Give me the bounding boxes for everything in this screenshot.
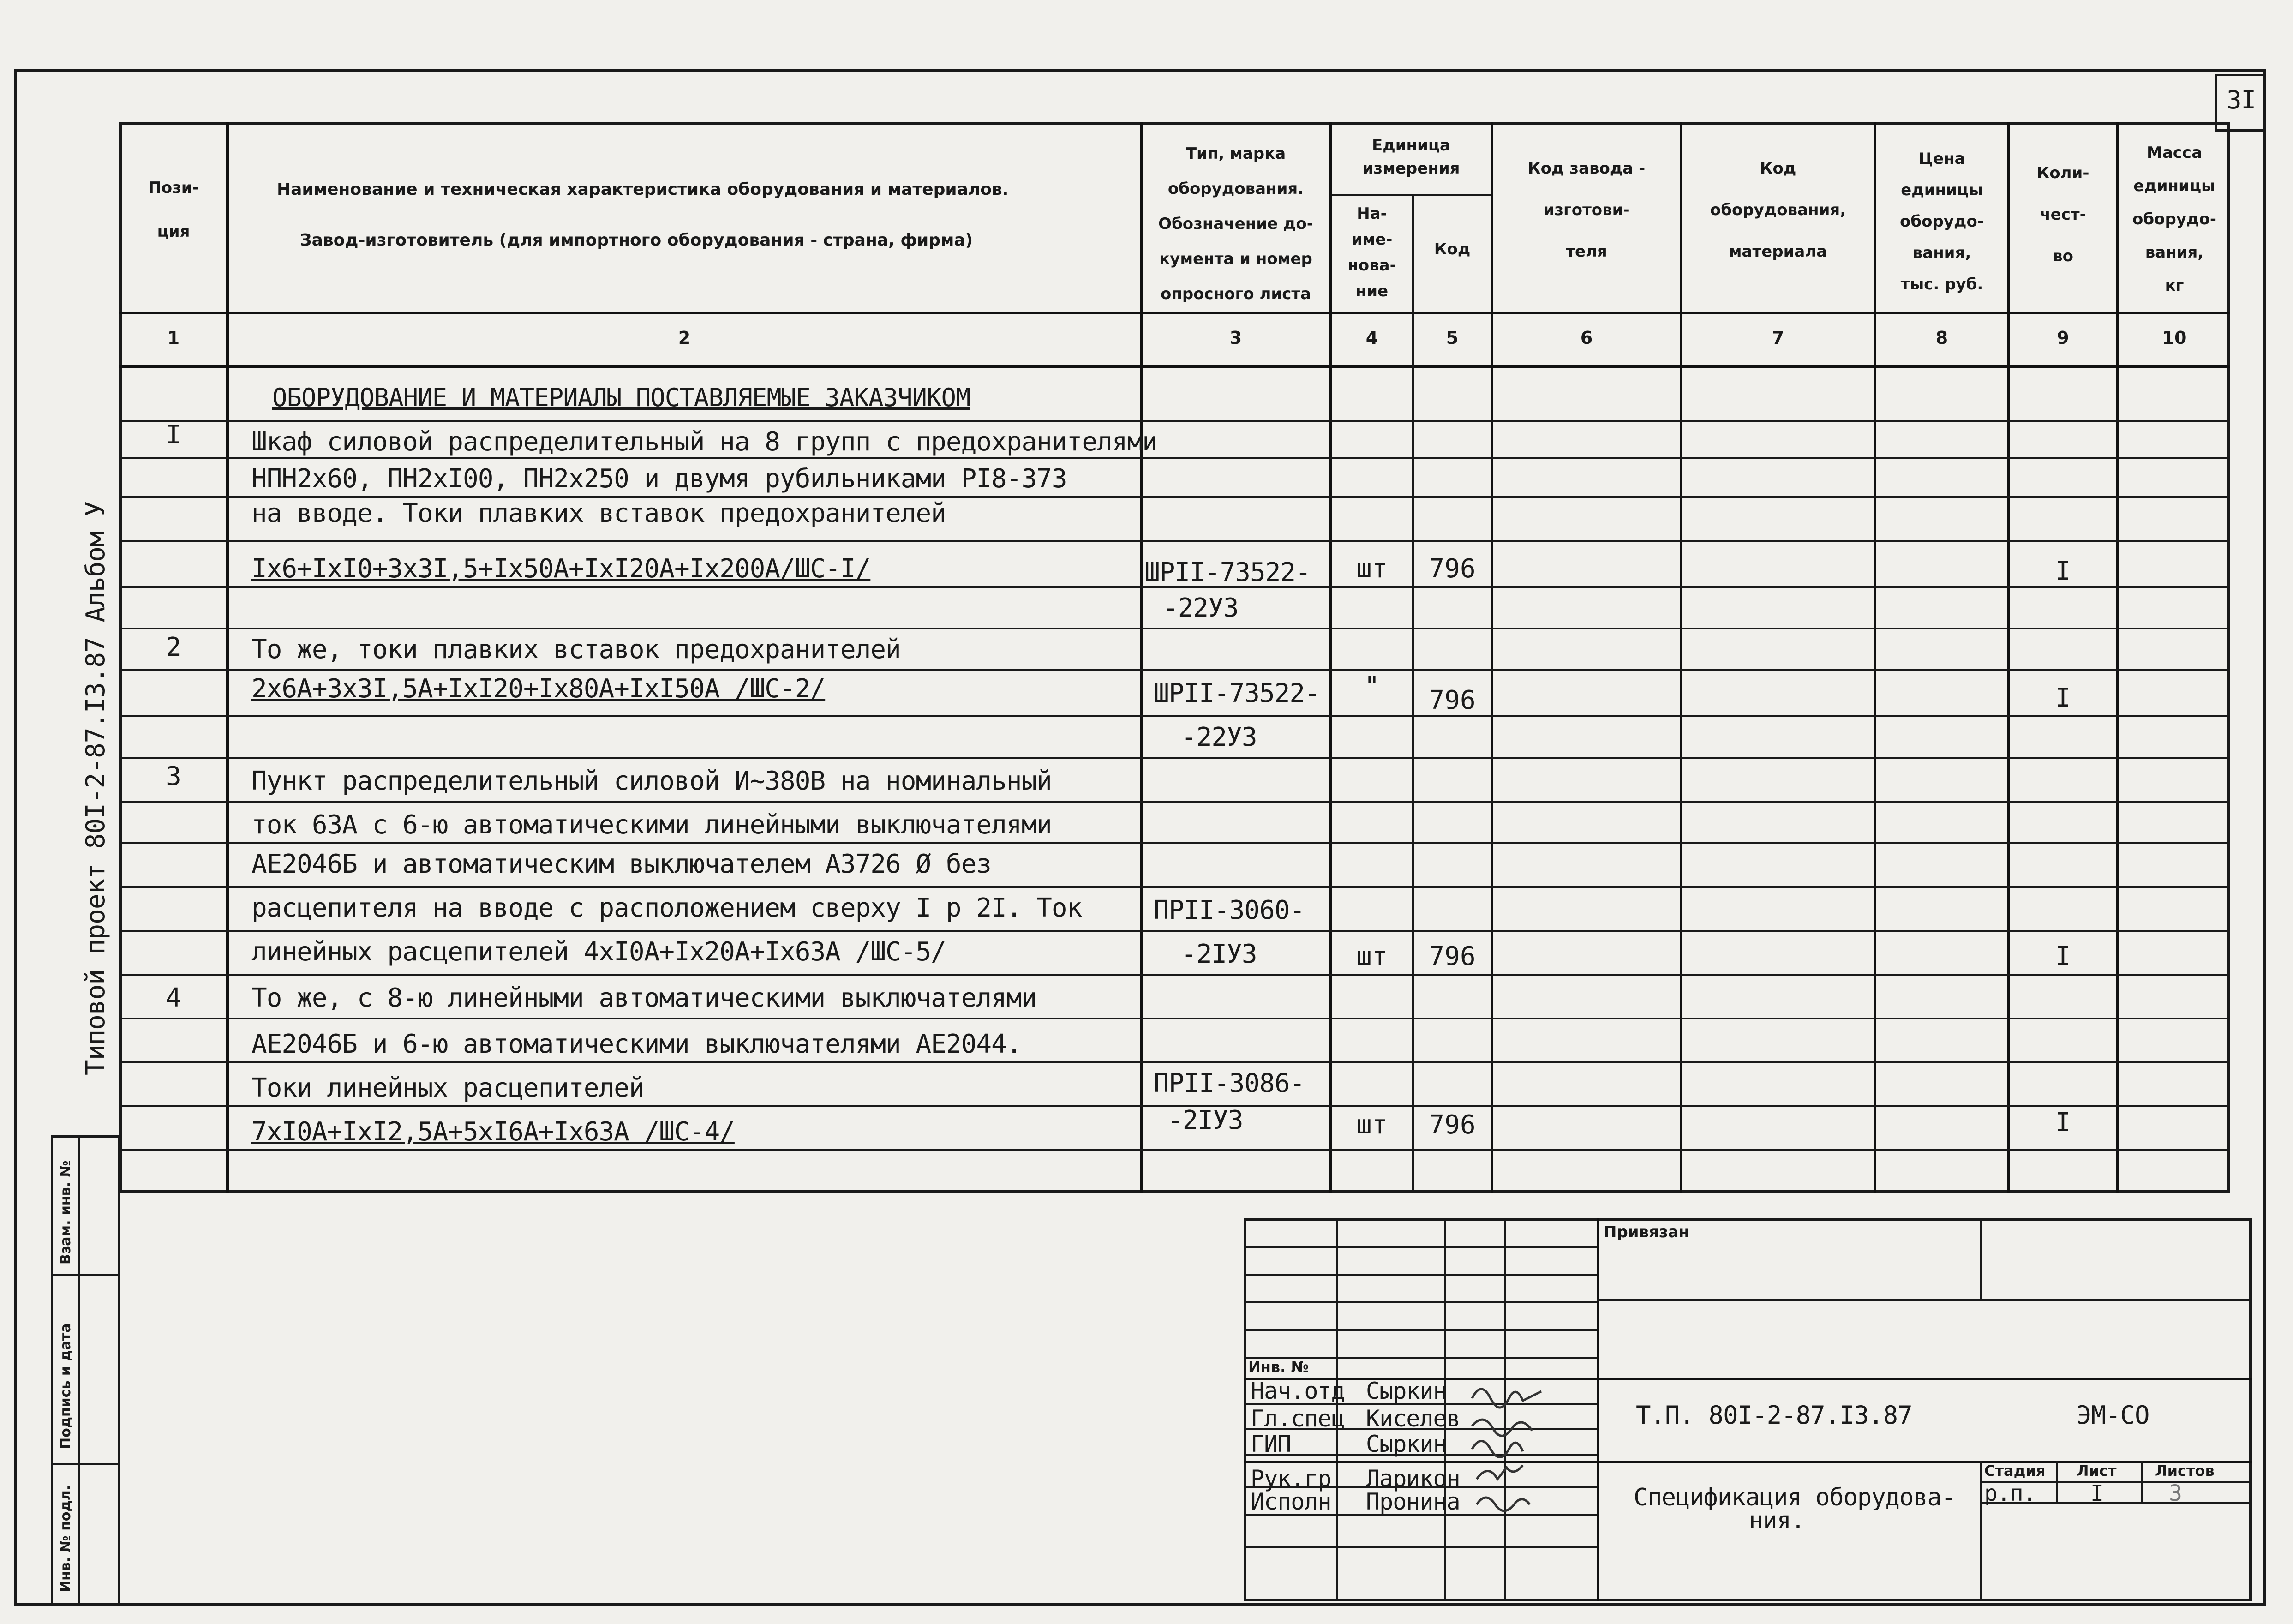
person-role: Гл.спец <box>1251 1405 1345 1432</box>
sheet-label: Лист <box>2077 1462 2117 1480</box>
row-type: -22УЗ <box>1163 593 1239 623</box>
person-role: Рук.гр <box>1251 1465 1331 1492</box>
row-code: 796 <box>1429 685 1476 715</box>
doc-title-line1: Спецификация оборудова- <box>1634 1484 1956 1511</box>
row-unit: шт <box>1356 1110 1388 1140</box>
row-quantity: I <box>2055 941 2071 971</box>
row-type: -2IУЗ <box>1167 1105 1243 1135</box>
person-name: Сыркин <box>1366 1431 1447 1457</box>
row-text: Шкаф силовой распределительный на 8 групп с предохранителями <box>251 427 1157 457</box>
stage-value: р.п. <box>1984 1480 2036 1506</box>
header-mass: Масса единицы оборудо- вания, кг <box>2132 144 2216 295</box>
side-project-text: Типовой проект 80I-2-87.I3.87 Альбом У <box>81 501 111 1075</box>
stage-label: Стадия <box>1984 1462 2046 1480</box>
sheet-value: I <box>2090 1480 2103 1506</box>
row-type: -2IУЗ <box>1181 939 1257 969</box>
row-text: АЕ2046Б и 6-ю автоматическими выключателями АЕ2044. <box>251 1029 1022 1059</box>
row-text: 7хI0А+IхI2,5А+5хI6А+Iх63А /ШС-4/ <box>251 1117 735 1147</box>
sheet-mark: ЭМ-СО <box>2077 1401 2149 1430</box>
row-unit: шт <box>1356 941 1388 971</box>
row-code: 796 <box>1429 1110 1476 1140</box>
row-text: расцепителя на вводе с расположением сверху I р 2I. Ток <box>251 893 1082 923</box>
colnum-1: 1 <box>167 328 180 348</box>
colnum-5: 5 <box>1446 328 1459 348</box>
header-unit-name: На- име- нова- ние <box>1347 204 1396 300</box>
row-type: -22УЗ <box>1181 722 1257 752</box>
person-name: Сыркин <box>1366 1378 1447 1404</box>
person-name: Пронина <box>1366 1488 1460 1515</box>
section-title: ОБОРУДОВАНИЕ И МАТЕРИАЛЫ ПОСТАВЛЯЕМЫЕ ЗАКАЗЧИКОМ <box>272 383 970 412</box>
header-equipment-code: Код оборудования, материала <box>1710 159 1846 261</box>
colnum-9: 9 <box>2057 328 2069 348</box>
row-quantity: I <box>2055 556 2071 586</box>
row-position: 4 <box>166 983 181 1013</box>
sheets-label: Листов <box>2155 1462 2215 1480</box>
row-text: Токи линейных расцепителей <box>251 1073 644 1103</box>
row-type: ШРII-73522- <box>1154 678 1320 708</box>
person-role: Нач.отд <box>1251 1378 1345 1404</box>
header-name-line1: Наименование и техническая характеристика оборудования и материалов. <box>277 180 1009 199</box>
row-code: 796 <box>1429 941 1476 971</box>
header-quantity: Коли- чест- во <box>2036 164 2089 265</box>
person-role: ГИП <box>1251 1431 1291 1457</box>
colnum-10: 10 <box>2162 328 2187 348</box>
row-text: Iх6+IхI0+3х3I,5+Iх50А+IхI20А+Iх200А/ШС-I/ <box>251 554 871 584</box>
header-price: Цена единицы оборудо- вания, тыс. руб. <box>1900 150 1984 294</box>
colnum-8: 8 <box>1935 328 1948 348</box>
row-position: 3 <box>166 761 181 791</box>
row-text: То же, токи плавких вставок предохранителей <box>251 635 901 665</box>
header-unit-group: Единица измерения <box>1362 136 1460 178</box>
signature-marks <box>1467 1380 1578 1518</box>
row-text: ток 63А с 6-ю автоматическими линейными выключателями <box>251 810 1052 840</box>
doc-title-line2: ния. <box>1749 1507 1805 1534</box>
row-quantity: I <box>2055 1108 2071 1138</box>
person-role: Исполн <box>1251 1488 1331 1515</box>
colnum-3: 3 <box>1229 328 1242 348</box>
row-position: I <box>166 420 181 450</box>
colnum-6: 6 <box>1580 328 1593 348</box>
row-text: линейных расцепителей 4хI0А+Iх20А+Iх63А /ШС-5/ <box>251 937 946 967</box>
row-text: НПН2х60, ПН2хI00, ПН2х250 и двумя рубильниками РI8-373 <box>251 464 1067 494</box>
colnum-4: 4 <box>1365 328 1378 348</box>
row-text: на вводе. Токи плавких вставок предохранителей <box>251 498 946 528</box>
title-inv-no: Инв. № <box>1248 1358 1309 1376</box>
row-text: То же, с 8-ю линейными автоматическими выключателями <box>251 983 1037 1013</box>
header-name-line2: Завод-изготовитель (для импортного оборудования - страна, фирма) <box>300 231 973 250</box>
header-type: Тип, марка оборудования. Обозначение до- кумента и номер опросного листа <box>1158 144 1313 303</box>
colnum-7: 7 <box>1772 328 1784 348</box>
header-position: Пози- ция <box>148 179 199 241</box>
row-text: 2х6А+3х3I,5А+IхI20+Iх80А+IхI50А /ШС-2/ <box>251 674 826 704</box>
side-stamp-sign-date: Подпись и дата <box>58 1323 74 1449</box>
row-text: АЕ2046Б и автоматическим выключателем А3726 Ø без <box>251 849 992 879</box>
side-stamp-inv-orig: Инв. № подл. <box>58 1485 74 1592</box>
row-quantity: I <box>2055 683 2071 713</box>
sheets-value: 3 <box>2169 1480 2182 1506</box>
colnum-2: 2 <box>678 328 691 348</box>
doc-code: Т.П. 80I-2-87.I3.87 <box>1636 1401 1912 1430</box>
row-type: ПРII-3060- <box>1154 895 1305 925</box>
row-unit: " <box>1364 671 1380 701</box>
person-name: Ларикон <box>1366 1465 1460 1492</box>
row-type: ШРII-73522- <box>1144 557 1311 587</box>
title-privyazan: Привязан <box>1604 1223 1690 1241</box>
person-name: Киселев <box>1366 1405 1460 1432</box>
header-unit-code: Код <box>1434 240 1471 258</box>
row-position: 2 <box>166 632 181 662</box>
row-unit: шт <box>1356 554 1388 584</box>
header-maker-code: Код завода - изготови- теля <box>1527 159 1646 261</box>
row-code: 796 <box>1429 554 1476 584</box>
side-stamp-vzam: Взам. инв. № <box>58 1160 74 1264</box>
row-type: ПРII-3086- <box>1154 1068 1305 1098</box>
page-number: 3I <box>2227 85 2256 114</box>
row-text: Пункт распределительный силовой И~380В на номинальный <box>251 766 1052 796</box>
